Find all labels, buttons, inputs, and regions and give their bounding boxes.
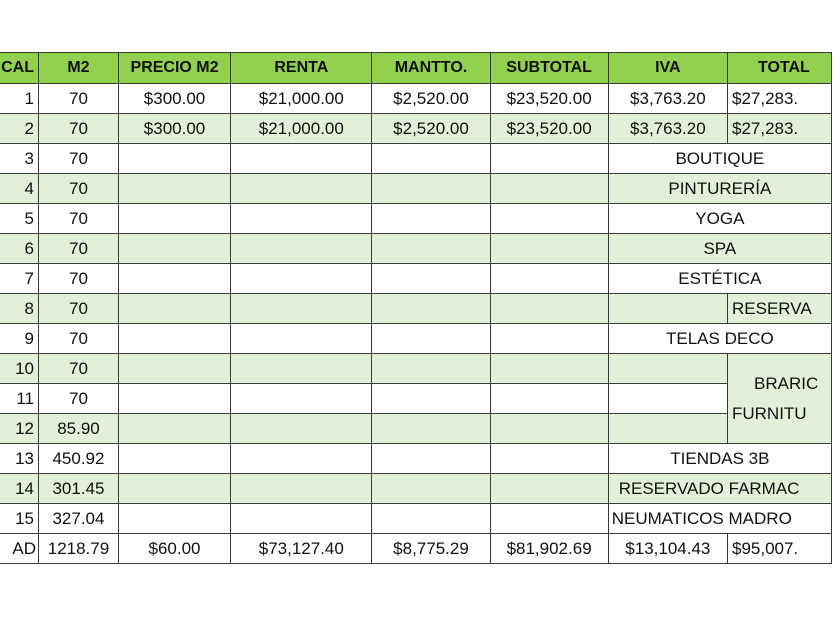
cell-m2[interactable]: 70 <box>39 174 119 204</box>
cell-m2[interactable]: 70 <box>39 204 119 234</box>
cell-renta[interactable] <box>231 174 372 204</box>
cell-precio[interactable] <box>118 174 230 204</box>
table-row <box>0 114 832 144</box>
merged-note-line-1: BRARIC <box>753 373 819 393</box>
cell-m2[interactable]: 327.04 <box>39 504 119 534</box>
cell-local[interactable]: 5 <box>0 204 39 234</box>
cell-precio[interactable] <box>118 264 230 294</box>
cell-m2[interactable]: 70 <box>39 114 119 144</box>
cell-renta[interactable] <box>231 324 372 354</box>
rent-table <box>0 52 832 564</box>
cell-m2[interactable]: 70 <box>39 84 119 114</box>
cell-m2[interactable]: 70 <box>39 264 119 294</box>
cell-iva[interactable] <box>608 414 727 444</box>
cell-renta[interactable] <box>231 144 372 174</box>
cell-renta[interactable] <box>231 414 372 444</box>
cell-m2[interactable]: 85.90 <box>39 414 119 444</box>
cell-total-label[interactable]: AD <box>0 534 39 564</box>
cell-note[interactable]: RESERVADO FARMAC <box>608 474 831 504</box>
cell-local[interactable]: 11 <box>0 384 39 414</box>
cell-subtotal[interactable] <box>490 204 608 234</box>
cell-mantto[interactable] <box>372 234 490 264</box>
cell-note[interactable]: PINTURERÍA <box>608 174 831 204</box>
cell-mantto[interactable]: $2,520.00 <box>372 114 490 144</box>
cell-precio[interactable]: $300.00 <box>118 84 230 114</box>
cell-subtotal[interactable] <box>490 504 608 534</box>
table-row <box>0 144 832 174</box>
cell-iva[interactable] <box>608 294 727 324</box>
cell-iva[interactable]: $3,763.20 <box>608 114 727 144</box>
cell-note[interactable]: ESTÉTICA <box>608 264 831 294</box>
cell-m2[interactable]: 70 <box>39 234 119 264</box>
cell-mantto[interactable]: $2,520.00 <box>372 84 490 114</box>
cell-mantto[interactable] <box>372 294 490 324</box>
cell-note[interactable]: TELAS DECO <box>608 324 831 354</box>
cell-m2[interactable]: 70 <box>39 144 119 174</box>
cell-mantto[interactable] <box>372 444 490 474</box>
cell-note[interactable]: TIENDAS 3B <box>608 444 831 474</box>
header-row <box>0 53 832 84</box>
cell-local[interactable]: 8 <box>0 294 39 324</box>
cell-precio[interactable] <box>118 414 230 444</box>
cell-total-subtotal[interactable]: $81,902.69 <box>490 534 608 564</box>
cell-local[interactable]: 2 <box>0 114 39 144</box>
cell-local[interactable]: 1 <box>0 84 39 114</box>
cell-renta[interactable] <box>231 204 372 234</box>
cell-note[interactable]: NEUMATICOS MADRO <box>608 504 831 534</box>
cell-precio[interactable] <box>118 294 230 324</box>
table-row <box>0 504 832 534</box>
cell-mantto[interactable] <box>372 354 490 384</box>
cell-local[interactable]: 7 <box>0 264 39 294</box>
cell-precio[interactable] <box>118 444 230 474</box>
cell-total-renta[interactable]: $73,127.40 <box>231 534 372 564</box>
cell-local[interactable]: 14 <box>0 474 39 504</box>
cell-renta[interactable] <box>231 444 372 474</box>
cell-total-total[interactable]: $95,007. <box>727 534 831 564</box>
cell-mantto[interactable] <box>372 204 490 234</box>
cell-note[interactable]: SPA <box>608 234 831 264</box>
cell-iva[interactable] <box>608 384 727 414</box>
cell-subtotal[interactable] <box>490 144 608 174</box>
total-row <box>0 534 832 564</box>
table-row <box>0 174 832 204</box>
table-row <box>0 84 832 114</box>
table-row <box>0 234 832 264</box>
cell-precio[interactable] <box>118 354 230 384</box>
cell-merged-note[interactable] <box>727 354 831 444</box>
cell-renta[interactable] <box>231 234 372 264</box>
cell-renta[interactable] <box>231 384 372 414</box>
cell-mantto[interactable] <box>372 264 490 294</box>
table-row <box>0 384 832 414</box>
cell-m2[interactable]: 450.92 <box>39 444 119 474</box>
cell-mantto[interactable] <box>372 414 490 444</box>
cell-subtotal[interactable] <box>490 264 608 294</box>
cell-local[interactable]: 3 <box>0 144 39 174</box>
cell-total[interactable]: $27,283. <box>727 114 831 144</box>
cell-renta[interactable] <box>231 264 372 294</box>
header-total[interactable]: TOTAL <box>727 53 831 84</box>
cell-subtotal[interactable]: $23,520.00 <box>490 114 608 144</box>
cell-subtotal[interactable] <box>490 444 608 474</box>
cell-precio[interactable] <box>118 474 230 504</box>
cell-subtotal[interactable] <box>490 234 608 264</box>
cell-renta[interactable]: $21,000.00 <box>231 84 372 114</box>
cell-subtotal[interactable] <box>490 174 608 204</box>
cell-mantto[interactable] <box>372 384 490 414</box>
header-local[interactable]: CAL <box>0 53 39 84</box>
cell-mantto[interactable] <box>372 324 490 354</box>
cell-precio[interactable] <box>118 324 230 354</box>
cell-m2[interactable]: 70 <box>39 294 119 324</box>
cell-precio[interactable] <box>118 384 230 414</box>
cell-mantto[interactable] <box>372 474 490 504</box>
header-subtotal[interactable]: SUBTOTAL <box>490 53 608 84</box>
cell-local[interactable]: 12 <box>0 414 39 444</box>
cell-subtotal[interactable] <box>490 294 608 324</box>
cell-note[interactable]: RESERVA <box>727 294 831 324</box>
cell-local[interactable]: 6 <box>0 234 39 264</box>
cell-note[interactable]: YOGA <box>608 204 831 234</box>
header-precio-m2[interactable]: PRECIO M2 <box>118 53 230 84</box>
table-row <box>0 474 832 504</box>
table-row <box>0 264 832 294</box>
table-row <box>0 444 832 474</box>
header-m2[interactable]: M2 <box>39 53 119 84</box>
cell-total[interactable]: $27,283. <box>727 84 831 114</box>
table-row <box>0 324 832 354</box>
cell-local[interactable]: 10 <box>0 354 39 384</box>
cell-total-precio[interactable]: $60.00 <box>118 534 230 564</box>
merged-note-line-2: FURNITU <box>731 403 807 423</box>
header-mantto[interactable]: MANTTO. <box>372 53 490 84</box>
cell-renta[interactable] <box>231 354 372 384</box>
cell-local[interactable]: 9 <box>0 324 39 354</box>
cell-m2[interactable]: 70 <box>39 324 119 354</box>
cell-precio[interactable]: $300.00 <box>118 114 230 144</box>
cell-subtotal[interactable] <box>490 324 608 354</box>
cell-precio[interactable] <box>118 204 230 234</box>
cell-local[interactable]: 15 <box>0 504 39 534</box>
cell-precio[interactable] <box>118 234 230 264</box>
cell-total-mantto[interactable]: $8,775.29 <box>372 534 490 564</box>
cell-subtotal[interactable]: $23,520.00 <box>490 84 608 114</box>
cell-m2[interactable]: 301.45 <box>39 474 119 504</box>
cell-local[interactable]: 4 <box>0 174 39 204</box>
cell-mantto[interactable] <box>372 144 490 174</box>
cell-subtotal[interactable] <box>490 384 608 414</box>
cell-iva[interactable]: $3,763.20 <box>608 84 727 114</box>
cell-subtotal[interactable] <box>490 414 608 444</box>
cell-subtotal[interactable] <box>490 354 608 384</box>
cell-local[interactable]: 13 <box>0 444 39 474</box>
cell-renta[interactable] <box>231 504 372 534</box>
cell-m2[interactable]: 70 <box>39 384 119 414</box>
cell-precio[interactable] <box>118 144 230 174</box>
cell-total-m2[interactable]: 1218.79 <box>39 534 119 564</box>
cell-precio[interactable] <box>118 504 230 534</box>
cell-mantto[interactable] <box>372 174 490 204</box>
cell-total-iva[interactable]: $13,104.43 <box>608 534 727 564</box>
cell-subtotal[interactable] <box>490 474 608 504</box>
table-row <box>0 354 832 384</box>
table-row <box>0 414 832 444</box>
cell-renta[interactable] <box>231 474 372 504</box>
cell-note[interactable]: BOUTIQUE <box>608 144 831 174</box>
header-renta[interactable]: RENTA <box>231 53 372 84</box>
header-iva[interactable]: IVA <box>608 53 727 84</box>
cell-mantto[interactable] <box>372 504 490 534</box>
cell-m2[interactable]: 70 <box>39 354 119 384</box>
cell-iva[interactable] <box>608 354 727 384</box>
cell-renta[interactable] <box>231 294 372 324</box>
table-row <box>0 204 832 234</box>
table-row <box>0 294 832 324</box>
cell-renta[interactable]: $21,000.00 <box>231 114 372 144</box>
